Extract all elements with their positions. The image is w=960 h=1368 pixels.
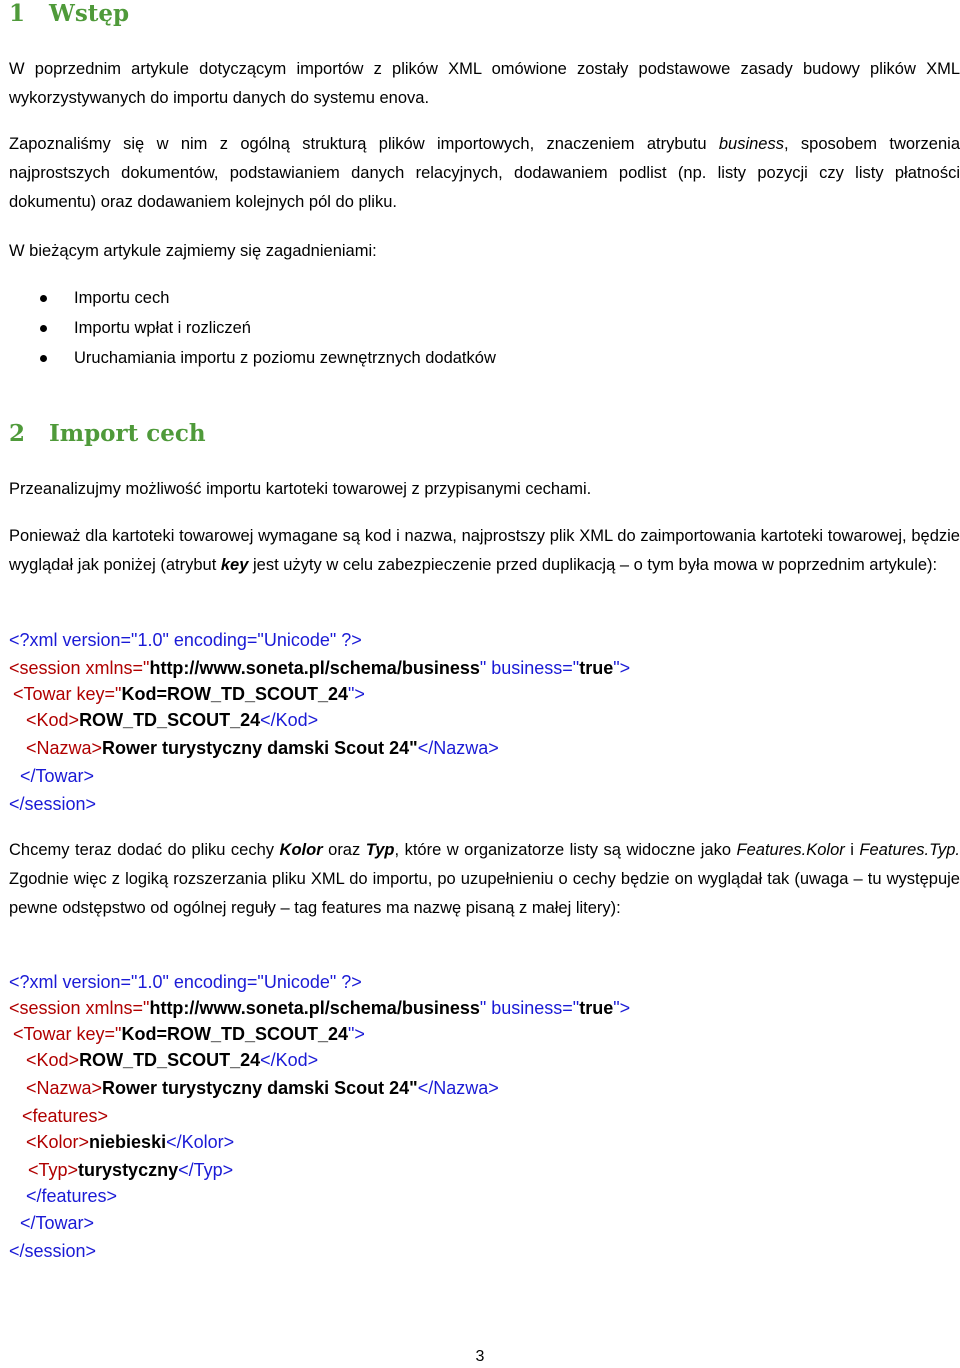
section-heading-import-cech <box>9 420 206 447</box>
section-heading-wstep <box>9 0 129 27</box>
xml-session-open: <session xmlns="http://www.soneta.pl/schema/business" business="true"> <box>9 658 631 678</box>
xml-features-close: </features> <box>26 1186 118 1206</box>
page-number: 3 <box>475 1348 485 1365</box>
xml-towar-open: <Towar key="Kod=ROW_TD_SCOUT_24"> <box>13 684 365 704</box>
section-number: 2 <box>9 420 26 447</box>
xml-nazwa-line: <Nazwa>Rower turystyczny damski Scout 24"</Nazwa> <box>26 738 499 758</box>
xml-typ-line: <Typ>turystyczny</Typ> <box>28 1160 234 1180</box>
xml-session-close: </session> <box>9 1241 97 1261</box>
xml-nazwa-line: <Nazwa>Rower turystyczny damski Scout 24"</Nazwa> <box>26 1078 499 1098</box>
list-item: Uruchamiania importu z poziomu zewnętrznych dodatków <box>74 349 496 367</box>
bullet-icon <box>40 325 47 332</box>
bullet-icon <box>40 355 47 362</box>
business-term: business <box>718 135 784 153</box>
xml-towar-close: </Towar> <box>20 766 95 786</box>
import-paragraph-2: Ponieważ dla kartoteki towarowej wymagane są kod i nazwa, najprostszy plik XML do zaimportowania kartoteki towarowej, będzie wyglądał jak poniżej (atrybut key jest użyty w celu zabezpieczenie przed duplikacją – o tym była mowa w poprzednim artykule): <box>9 527 960 574</box>
import-paragraph-3: Chcemy teraz dodać do pliku cechy Kolor oraz Typ, które w organizatorze listy są widoczne jako Features.Kolor i Features.Typ. Zgodnie więc z logiką rozszerzania pliku XML do importu, po uzupełnieniu o cechy będzie on wyglądał tak (uwaga – tu występuje pewne odstępstwo od ogólnej reguły – tag features ma nazwę pisaną z małej litery): <box>9 841 960 917</box>
intro-paragraph-3: W bieżącym artykule zajmiemy się zagadnieniami: <box>9 242 377 260</box>
intro-paragraph-2: Zapoznaliśmy się w nim z ogólną strukturą plików importowych, znaczeniem atrybutu business, sposobem tworzenia najprostszych dokumentów, podstawianiem danych relacyjnych, dodawaniem podlist (np. listy pozycji czy listy płatności dokumentu) oraz dodawaniem kolejnych pól do pliku. <box>9 135 960 211</box>
xml-towar-open: <Towar key="Kod=ROW_TD_SCOUT_24"> <box>13 1024 365 1044</box>
xml-declaration: <?xml version="1.0" encoding="Unicode" ?> <box>9 630 362 650</box>
intro-paragraph-1: W poprzednim artykule dotyczącym importów z plików XML omówione zostały podstawowe zasady budowy plików XML wykorzystywanych do importu danych do systemu enova. <box>9 60 960 107</box>
list-item: Importu wpłat i rozliczeń <box>74 319 251 337</box>
key-term: key <box>220 556 249 574</box>
xml-session-open: <session xmlns="http://www.soneta.pl/schema/business" business="true"> <box>9 998 631 1018</box>
xml-kod-line: <Kod>ROW_TD_SCOUT_24</Kod> <box>26 710 319 730</box>
list-item: Importu cech <box>74 289 170 307</box>
section-number: 1 <box>9 0 26 27</box>
xml-declaration: <?xml version="1.0" encoding="Unicode" ?> <box>9 972 362 992</box>
xml-towar-close: </Towar> <box>20 1213 95 1233</box>
xml-session-close: </session> <box>9 794 97 814</box>
xml-kod-line: <Kod>ROW_TD_SCOUT_24</Kod> <box>26 1050 319 1070</box>
bullet-icon <box>40 295 47 302</box>
xml-features-open: <features> <box>22 1106 109 1126</box>
section-title: Import cech <box>49 420 206 447</box>
section-title: Wstęp <box>49 0 130 27</box>
xml-kolor-line: <Kolor>niebieski</Kolor> <box>26 1132 235 1152</box>
import-paragraph-1: Przeanalizujmy możliwość importu kartoteki towarowej z przypisanymi cechami. <box>9 480 592 498</box>
